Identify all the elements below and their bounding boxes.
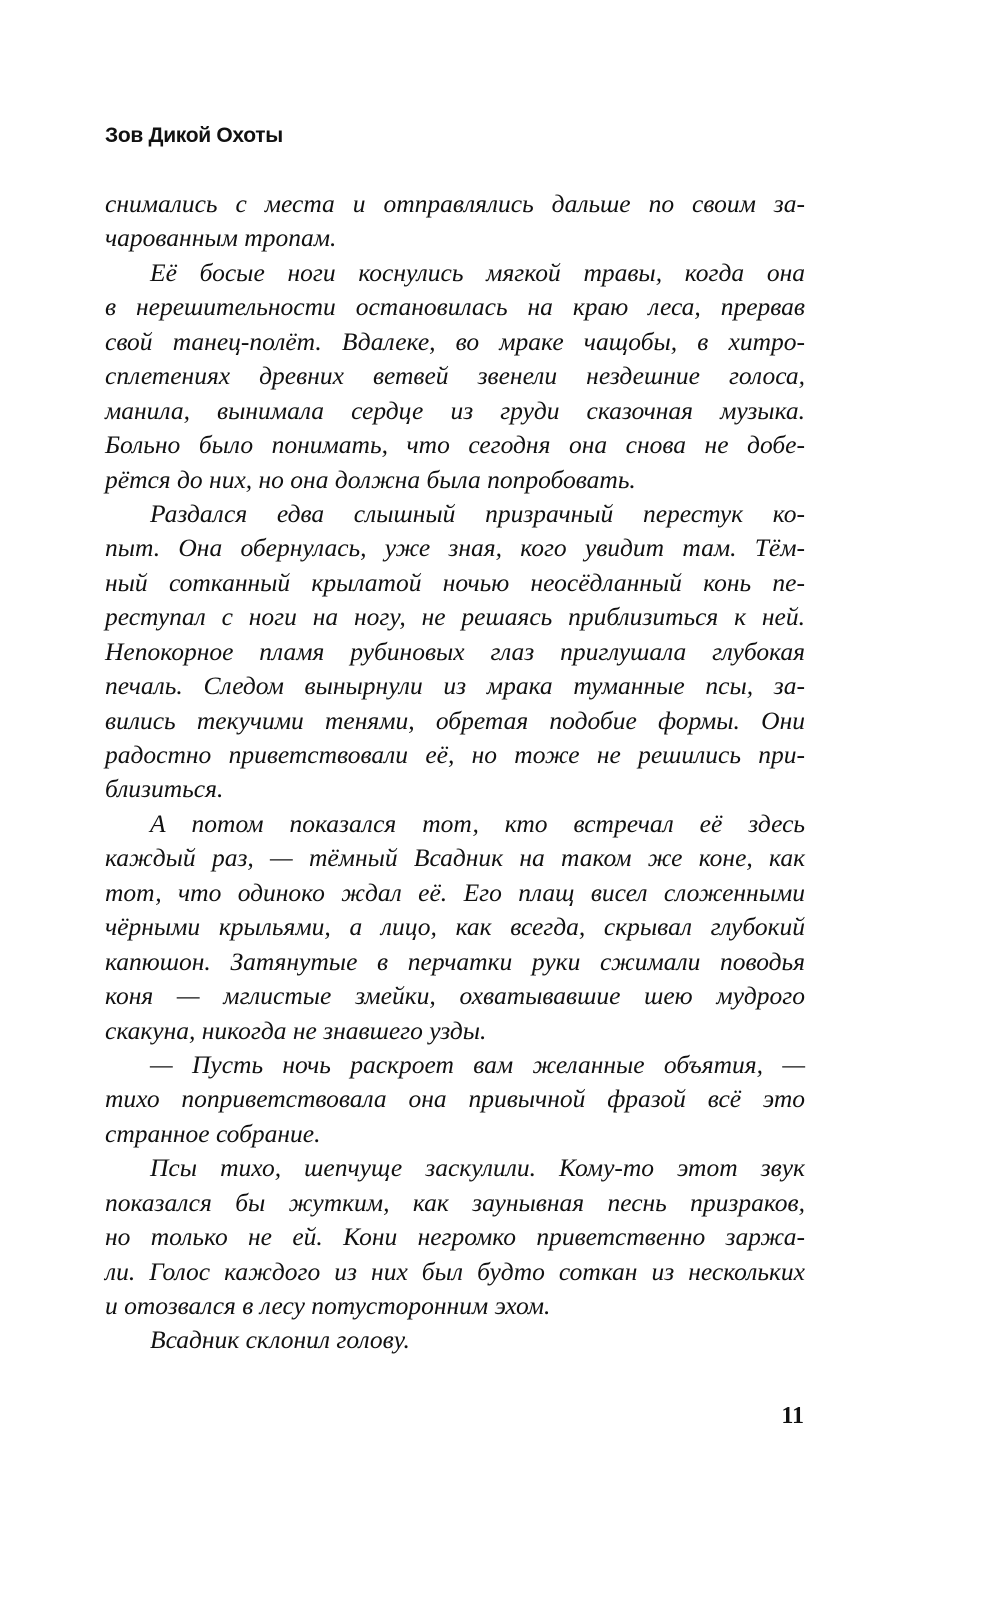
text-line: снимались с места и отправлялись дальше по своим за-: [105, 189, 805, 218]
text-line: показался бы жутким, как заунывная песнь призраков,: [105, 1187, 805, 1217]
text-line: пыт. Она обернулась, уже зная, кого увидит там. Тём-: [105, 533, 805, 563]
text-line: тот, что одиноко ждал её. Его плащ висел сложенными: [105, 877, 805, 907]
paragraph: [105, 497, 805, 807]
text-line: тихо поприветствовала она привычной фразой всё это: [105, 1084, 805, 1114]
text-line: рётся до них, но она должна была попробовать.: [105, 464, 636, 494]
text-line: и отозвался в лесу потусторонним эхом.: [105, 1291, 551, 1320]
text-line: Псы тихо, шепчуще заскулили. Кому-то этот звук: [150, 1153, 805, 1183]
text-line: ный сотканный крылатой ночью неосёдланный конь пе-: [105, 567, 805, 597]
paragraph: [105, 1048, 805, 1151]
paragraph: [105, 1151, 805, 1323]
paragraph: [105, 1323, 805, 1357]
text-line: скакуна, никогда не знавшего узды.: [105, 1015, 487, 1045]
text-line: каждый раз, — тёмный Всадник на таком же коне, как: [105, 843, 805, 873]
text-line: вились текучими тенями, обретая подобие формы. Они: [105, 705, 805, 735]
text-line: но только не ей. Кони негромко приветственно заржа-: [105, 1222, 805, 1252]
text-line: капюшон. Затянутые в перчатки руки сжимали поводья: [105, 946, 805, 976]
text-line: А потом показался тот, кто встречал её здесь: [150, 808, 805, 838]
text-line: радостно приветствовали её, но тоже не решились при-: [105, 740, 805, 769]
text-line: коня — мглистые змейки, охватывавшие шею мудрого: [105, 981, 805, 1011]
text-line: Её босые ноги коснулись мягкой травы, когда она: [150, 257, 805, 287]
text-line: Раздался едва слышный призрачный перестук ко-: [150, 498, 805, 528]
text-line: в нерешительности остановилась на краю леса, прервав: [105, 292, 805, 322]
text-line: реступал с ноги на ногу, не решаясь приблизиться к ней.: [105, 602, 805, 632]
paragraph: [105, 187, 805, 256]
text-line: Больно было понимать, что сегодня она снова не добе-: [105, 430, 805, 460]
paragraph: [105, 807, 805, 1048]
text-line: печаль. Следом вынырнули из мрака туманные псы, за-: [105, 671, 805, 701]
text-line: Непокорное пламя рубиновых глаз приглушала глубокая: [105, 636, 805, 666]
text-line: — Пусть ночь раскроет вам желанные объятия, —: [150, 1049, 805, 1079]
paragraph: [105, 256, 805, 497]
text-line: сплетениях древних ветвей звенели нездешние голоса,: [105, 361, 805, 391]
running-head: Зов Дикой Охоты: [105, 124, 283, 147]
text-line: странное собрание.: [105, 1118, 321, 1148]
text-line: ли. Голос каждого из них был будто соткан из нескольких: [105, 1256, 805, 1286]
text-line: чёрными крыльями, а лицо, как всегда, скрывал глубокий: [105, 912, 805, 942]
page-number: 11: [781, 1403, 804, 1429]
body-text: [105, 187, 805, 1358]
text-line: манила, вынимала сердце из груди сказочная музыка.: [105, 395, 805, 425]
text-line: Всадник склонил голову.: [150, 1325, 410, 1355]
text-line: близиться.: [105, 774, 224, 804]
text-line: чарованным тропам.: [105, 223, 337, 253]
text-line: свой танец-полёт. Вдалеке, во мраке чащобы, в хитро-: [105, 326, 805, 356]
